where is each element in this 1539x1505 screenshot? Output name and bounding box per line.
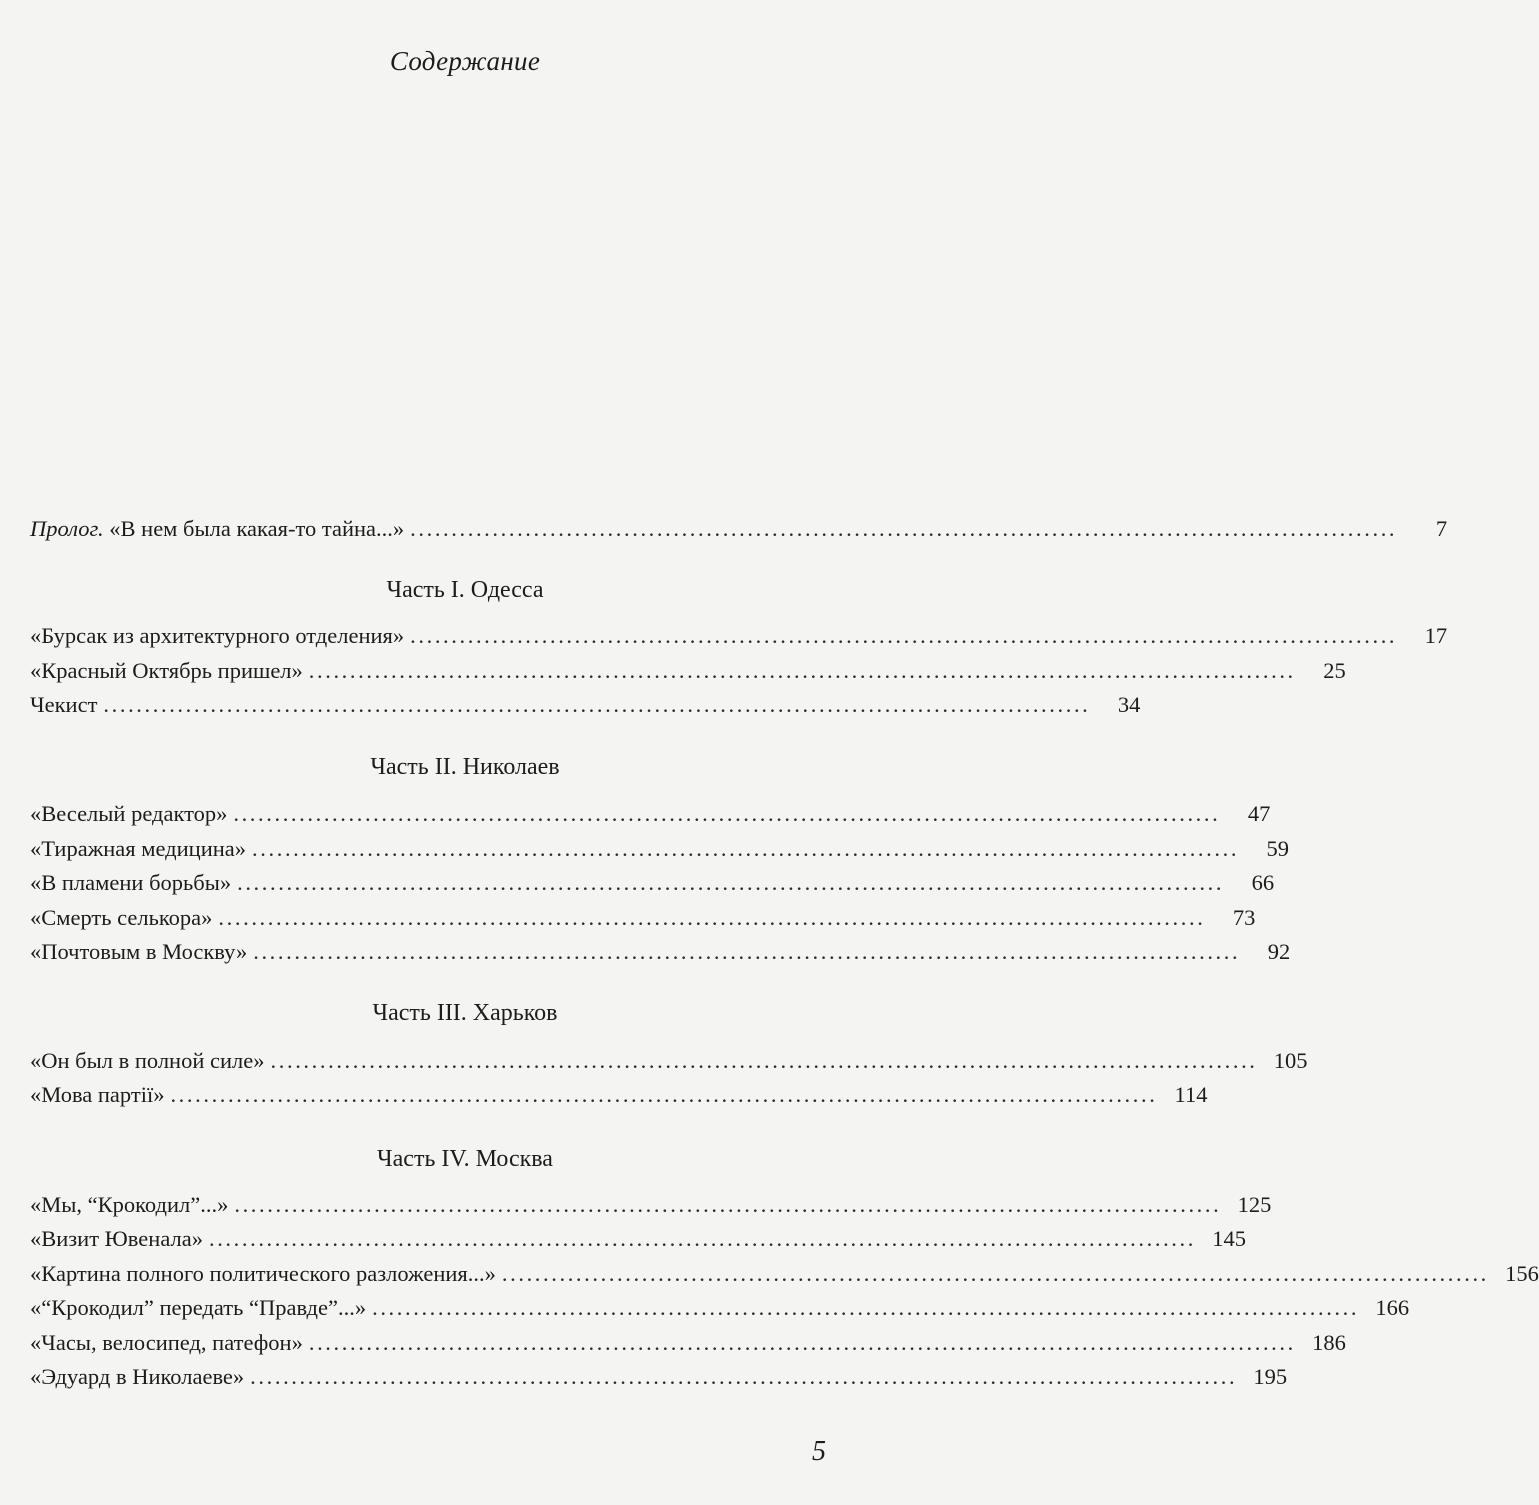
dot-leader: ........................................................................................................................ bbox=[308, 658, 1296, 683]
toc-entry[interactable] bbox=[30, 903, 1256, 933]
entry-label: «Часы, велосипед, патефон» bbox=[30, 1330, 303, 1355]
entry-page: 66 bbox=[1251, 870, 1275, 895]
toc-entry[interactable] bbox=[30, 937, 1291, 967]
entry-page: 7 bbox=[1435, 516, 1448, 541]
entry-label: «“Крокодил” передать “Правде”...» bbox=[30, 1295, 367, 1320]
toc-entry[interactable] bbox=[30, 621, 1448, 651]
entry-label: «Картина полного политического разложения...» bbox=[30, 1261, 496, 1286]
entry-page: 186 bbox=[1312, 1330, 1346, 1355]
toc-entry[interactable] bbox=[30, 799, 1271, 829]
prologue-prefix: Пролог. bbox=[30, 516, 104, 541]
entry-label: «Тиражная медицина» bbox=[30, 836, 247, 861]
page-number: 5 bbox=[812, 1436, 826, 1467]
entry-page: 145 bbox=[1212, 1226, 1246, 1251]
entry-page: 73 bbox=[1232, 905, 1256, 930]
dot-leader: ........................................................................................................................ bbox=[237, 870, 1225, 895]
toc-entry[interactable] bbox=[30, 834, 1290, 864]
dot-leader: ........................................................................................................................ bbox=[410, 623, 1398, 648]
entry-page: 125 bbox=[1237, 1192, 1272, 1217]
entry-page: 59 bbox=[1266, 836, 1290, 861]
entry-label: «Мова партії» bbox=[30, 1082, 165, 1107]
toc-entry[interactable] bbox=[30, 1259, 1539, 1289]
part-heading: Часть III. Харьков bbox=[372, 1000, 558, 1026]
entry-page: 47 bbox=[1247, 801, 1271, 826]
part-heading: Часть IV. Москва bbox=[377, 1146, 553, 1172]
dot-leader: ........................................................................................................................ bbox=[103, 692, 1091, 717]
dot-leader: ........................................................................................................................ bbox=[270, 1048, 1258, 1073]
dot-leader: ........................................................................................................................ bbox=[372, 1295, 1360, 1320]
entry-label: «Бурсак из архитектурного отделения» bbox=[30, 623, 405, 648]
entry-label: «Он был в полной силе» bbox=[30, 1048, 265, 1073]
entry-label: «В пламени борьбы» bbox=[30, 870, 232, 895]
entry-page: 114 bbox=[1174, 1082, 1208, 1107]
toc-entry-prologue[interactable] bbox=[30, 514, 1448, 544]
dot-leader: ........................................................................................................................ bbox=[208, 1226, 1196, 1251]
entry-label: «Эдуард в Николаеве» bbox=[30, 1364, 245, 1389]
toc-entry[interactable] bbox=[30, 1080, 1208, 1110]
dot-leader: ........................................................................................................................ bbox=[233, 801, 1221, 826]
toc-entry[interactable] bbox=[30, 1293, 1410, 1323]
entry-page: 25 bbox=[1323, 658, 1346, 683]
entry-label: Чекист bbox=[30, 692, 98, 717]
toc-entry[interactable] bbox=[30, 690, 1141, 720]
part-heading: Часть I. Одесса bbox=[386, 577, 544, 603]
dot-leader: ........................................................................................................................ bbox=[308, 1330, 1296, 1355]
toc-entry[interactable] bbox=[30, 1224, 1246, 1254]
entry-page: 105 bbox=[1273, 1048, 1308, 1073]
dot-leader: ........................................................................................................................ bbox=[234, 1192, 1222, 1217]
dot-leader: ........................................................................................................................ bbox=[501, 1261, 1489, 1286]
dot-leader: ........................................................................................................................ bbox=[218, 905, 1206, 930]
entry-label: «Мы, “Крокодил”...» bbox=[30, 1192, 229, 1217]
dot-leader: ........................................................................................................................ bbox=[250, 1364, 1238, 1389]
toc-entry[interactable] bbox=[30, 1190, 1272, 1220]
entry-label bbox=[30, 514, 404, 544]
entry-page: 166 bbox=[1375, 1295, 1410, 1320]
entry-label: «Смерть селькора» bbox=[30, 905, 213, 930]
page-title: Содержание bbox=[389, 46, 541, 76]
toc-entry[interactable] bbox=[30, 1046, 1308, 1076]
entry-page: 156 bbox=[1505, 1261, 1539, 1286]
toc-entry[interactable] bbox=[30, 1362, 1288, 1392]
entry-page: 92 bbox=[1267, 939, 1291, 964]
dot-leader: ........................................................................................................................ bbox=[170, 1082, 1158, 1107]
entry-page: 34 bbox=[1117, 692, 1141, 717]
entry-page: 17 bbox=[1424, 623, 1448, 648]
entry-label: «Визит Ювенала» bbox=[30, 1226, 203, 1251]
toc-entry[interactable] bbox=[30, 1328, 1346, 1358]
entry-label: «Красный Октябрь пришел» bbox=[30, 658, 303, 683]
part-heading: Часть II. Николаев bbox=[370, 754, 560, 780]
entry-page: 195 bbox=[1253, 1364, 1288, 1389]
entry-label: «Веселый редактор» bbox=[30, 801, 228, 826]
dot-leader: ........................................................................................................................ bbox=[253, 939, 1241, 964]
prologue-title: «В нем была какая-то тайна...» bbox=[103, 516, 405, 541]
entry-label: «Почтовым в Москву» bbox=[30, 939, 248, 964]
toc-entry[interactable] bbox=[30, 868, 1275, 898]
dot-leader: ........................................................................................................................ bbox=[410, 516, 1398, 541]
dot-leader: ........................................................................................................................ bbox=[252, 836, 1240, 861]
toc-entry[interactable] bbox=[30, 656, 1346, 686]
